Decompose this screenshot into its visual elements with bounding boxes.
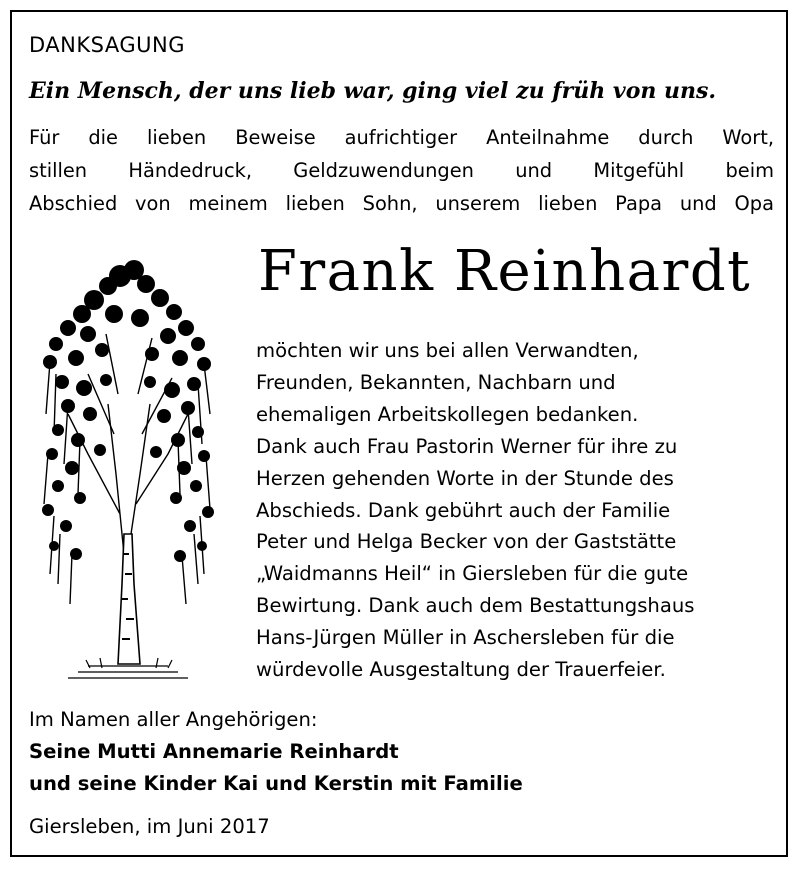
thanks-line: möchten wir uns bei allen Verwandten, [256,339,639,362]
notice-heading: DANKSAGUNG [29,33,185,57]
closing-intro: Im Namen aller Angehörigen: [29,708,318,731]
obituary-notice [10,10,788,857]
birch-tree-icon [28,254,228,694]
thanks-line: Abschieds. Dank gebührt auch der Familie [256,498,671,522]
thanks-line: ehemaligen Arbeitskollegen bedanken. [256,402,639,426]
signer-children: und seine Kinder Kai und Kerstin mit Familie [29,772,523,795]
thanks-line: Dank auch Frau Pastorin Werner für ihre zu [256,434,678,458]
thanks-line: Freunden, Bekannten, Nachbarn und [256,370,616,394]
thanks-line: würdevolle Ausgestaltung der Trauerfeier. [256,658,666,682]
thanks-line: Hans-Jürgen Müller in Aschersleben für die [256,626,675,650]
thanks-line: Bewirtung. Dank auch dem Bestattungshaus [256,594,695,618]
signer-mother: Seine Mutti Annemarie Reinhardt [29,740,399,763]
intro-line: Für die lieben Beweise aufrichtiger Anteilnahme durch Wort, [29,126,774,149]
thanks-line: Peter und Helga Becker von der Gaststätte [256,530,677,554]
thanks-line: Herzen gehenden Worte in der Stunde des [256,466,674,490]
closing-block [29,704,523,800]
intro-line: Abschied von meinem lieben Sohn, unserem lieben Papa und Opa [29,192,774,215]
deceased-name: Frank Reinhardt [258,239,752,304]
thanks-line: „Waidmanns Heil“ in Giersleben für die gute [256,562,689,586]
intro-paragraph [29,121,774,220]
thanks-paragraph [256,335,694,686]
place-date: Giersleben, im Juni 2017 [29,815,270,838]
motto: Ein Mensch, der uns lieb war, ging viel zu früh von uns. [29,78,717,104]
intro-line: stillen Händedruck, Geldzuwendungen und Mitgefühl beim [29,159,774,182]
